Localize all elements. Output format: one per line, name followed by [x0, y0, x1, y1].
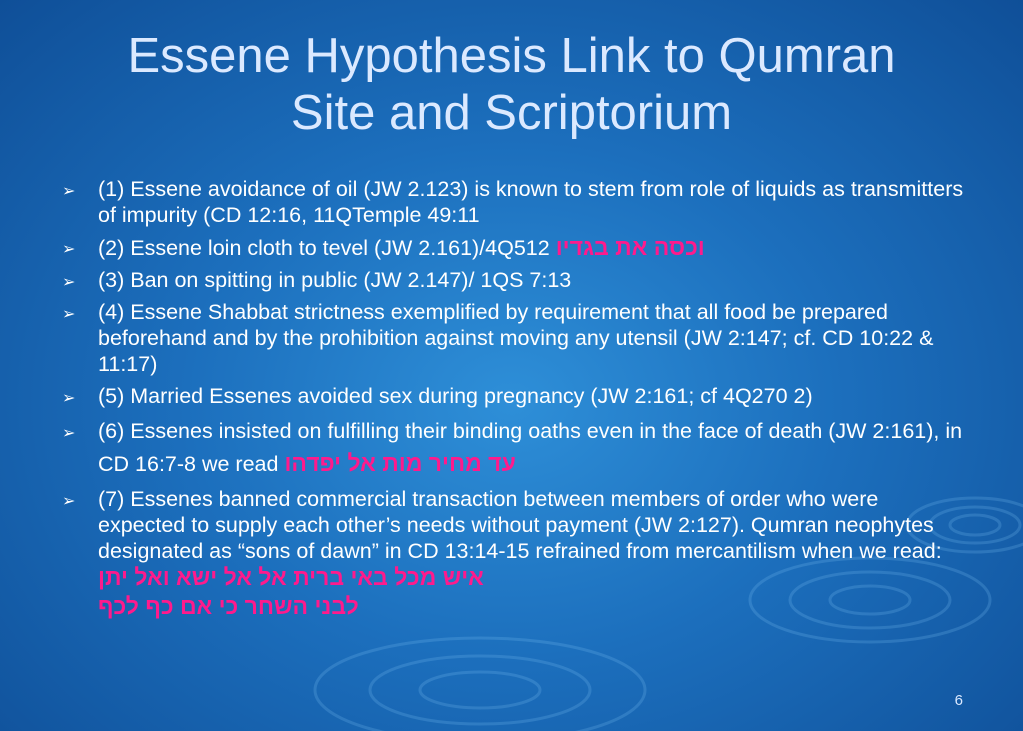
hebrew-quote: איש מכל באי ברית אל אל ישא ואל יתן — [98, 564, 484, 590]
bullet-text: (5) Married Essenes avoided sex during pregnancy (JW 2:161; cf 4Q270 2) — [98, 384, 813, 408]
bullet-item-2 — [62, 234, 967, 261]
arrow-bullet-icon: ➢ — [62, 493, 76, 510]
bullet-text: (1) Essene avoidance of oil (JW 2.123) is known to stem from role of liquids as transmitters of impurity (CD 12:16, 11QTemple 49:11 — [98, 177, 964, 227]
bullet-text: (3) Ban on spitting in public (JW 2.147)/ 1QS 7:13 — [98, 268, 572, 292]
bullet-item-1 — [62, 176, 967, 228]
bullet-text: (4) Essene Shabbat strictness exemplified by requirement that all food be prepared beforehand and by the prohibition against moving any utensil (JW 2:147; cf. CD 10:22 & 11:17) — [98, 300, 934, 376]
slide-title-line-2: Site and Scriptorium — [290, 86, 733, 140]
arrow-bullet-icon: ➢ — [62, 306, 76, 323]
bullet-item-4 — [62, 299, 967, 377]
bullet-item-6 — [62, 415, 967, 480]
arrow-bullet-icon: ➢ — [62, 241, 76, 258]
bullet-item-3 — [62, 267, 967, 293]
bullet-text: (6) Essenes insisted on fulfilling their binding oaths even in the face of death (JW 2:161), in CD 16:7-8 we read — [98, 419, 963, 476]
bullet-list — [62, 176, 967, 625]
arrow-bullet-icon: ➢ — [62, 274, 76, 291]
hebrew-quote: עד מחיר מות אל יפדהו — [284, 450, 516, 476]
slide-title — [40, 28, 983, 142]
bullet-text: (2) Essene loin cloth to tevel (JW 2.161)/4Q512 — [98, 236, 556, 260]
arrow-bullet-icon: ➢ — [62, 390, 76, 407]
bullet-item-7 — [62, 486, 967, 619]
hebrew-quote: וכסה את בגדיו — [555, 234, 705, 260]
page-number: 6 — [954, 692, 963, 709]
hebrew-quote-continued: לבני השחר כי אם כף לכף — [98, 593, 359, 619]
slide-title-line-1: Essene Hypothesis Link to Qumran — [127, 29, 896, 83]
bullet-text: (7) Essenes banned commercial transaction between members of order who were expected to supply each other’s needs without payment (JW 2:127). Qumran neophytes designated as “sons of dawn” in CD 13:14-15 refrained from mercantilism when we read: — [98, 487, 942, 563]
arrow-bullet-icon: ➢ — [62, 183, 76, 200]
arrow-bullet-icon: ➢ — [62, 425, 76, 442]
bullet-item-5 — [62, 383, 967, 409]
